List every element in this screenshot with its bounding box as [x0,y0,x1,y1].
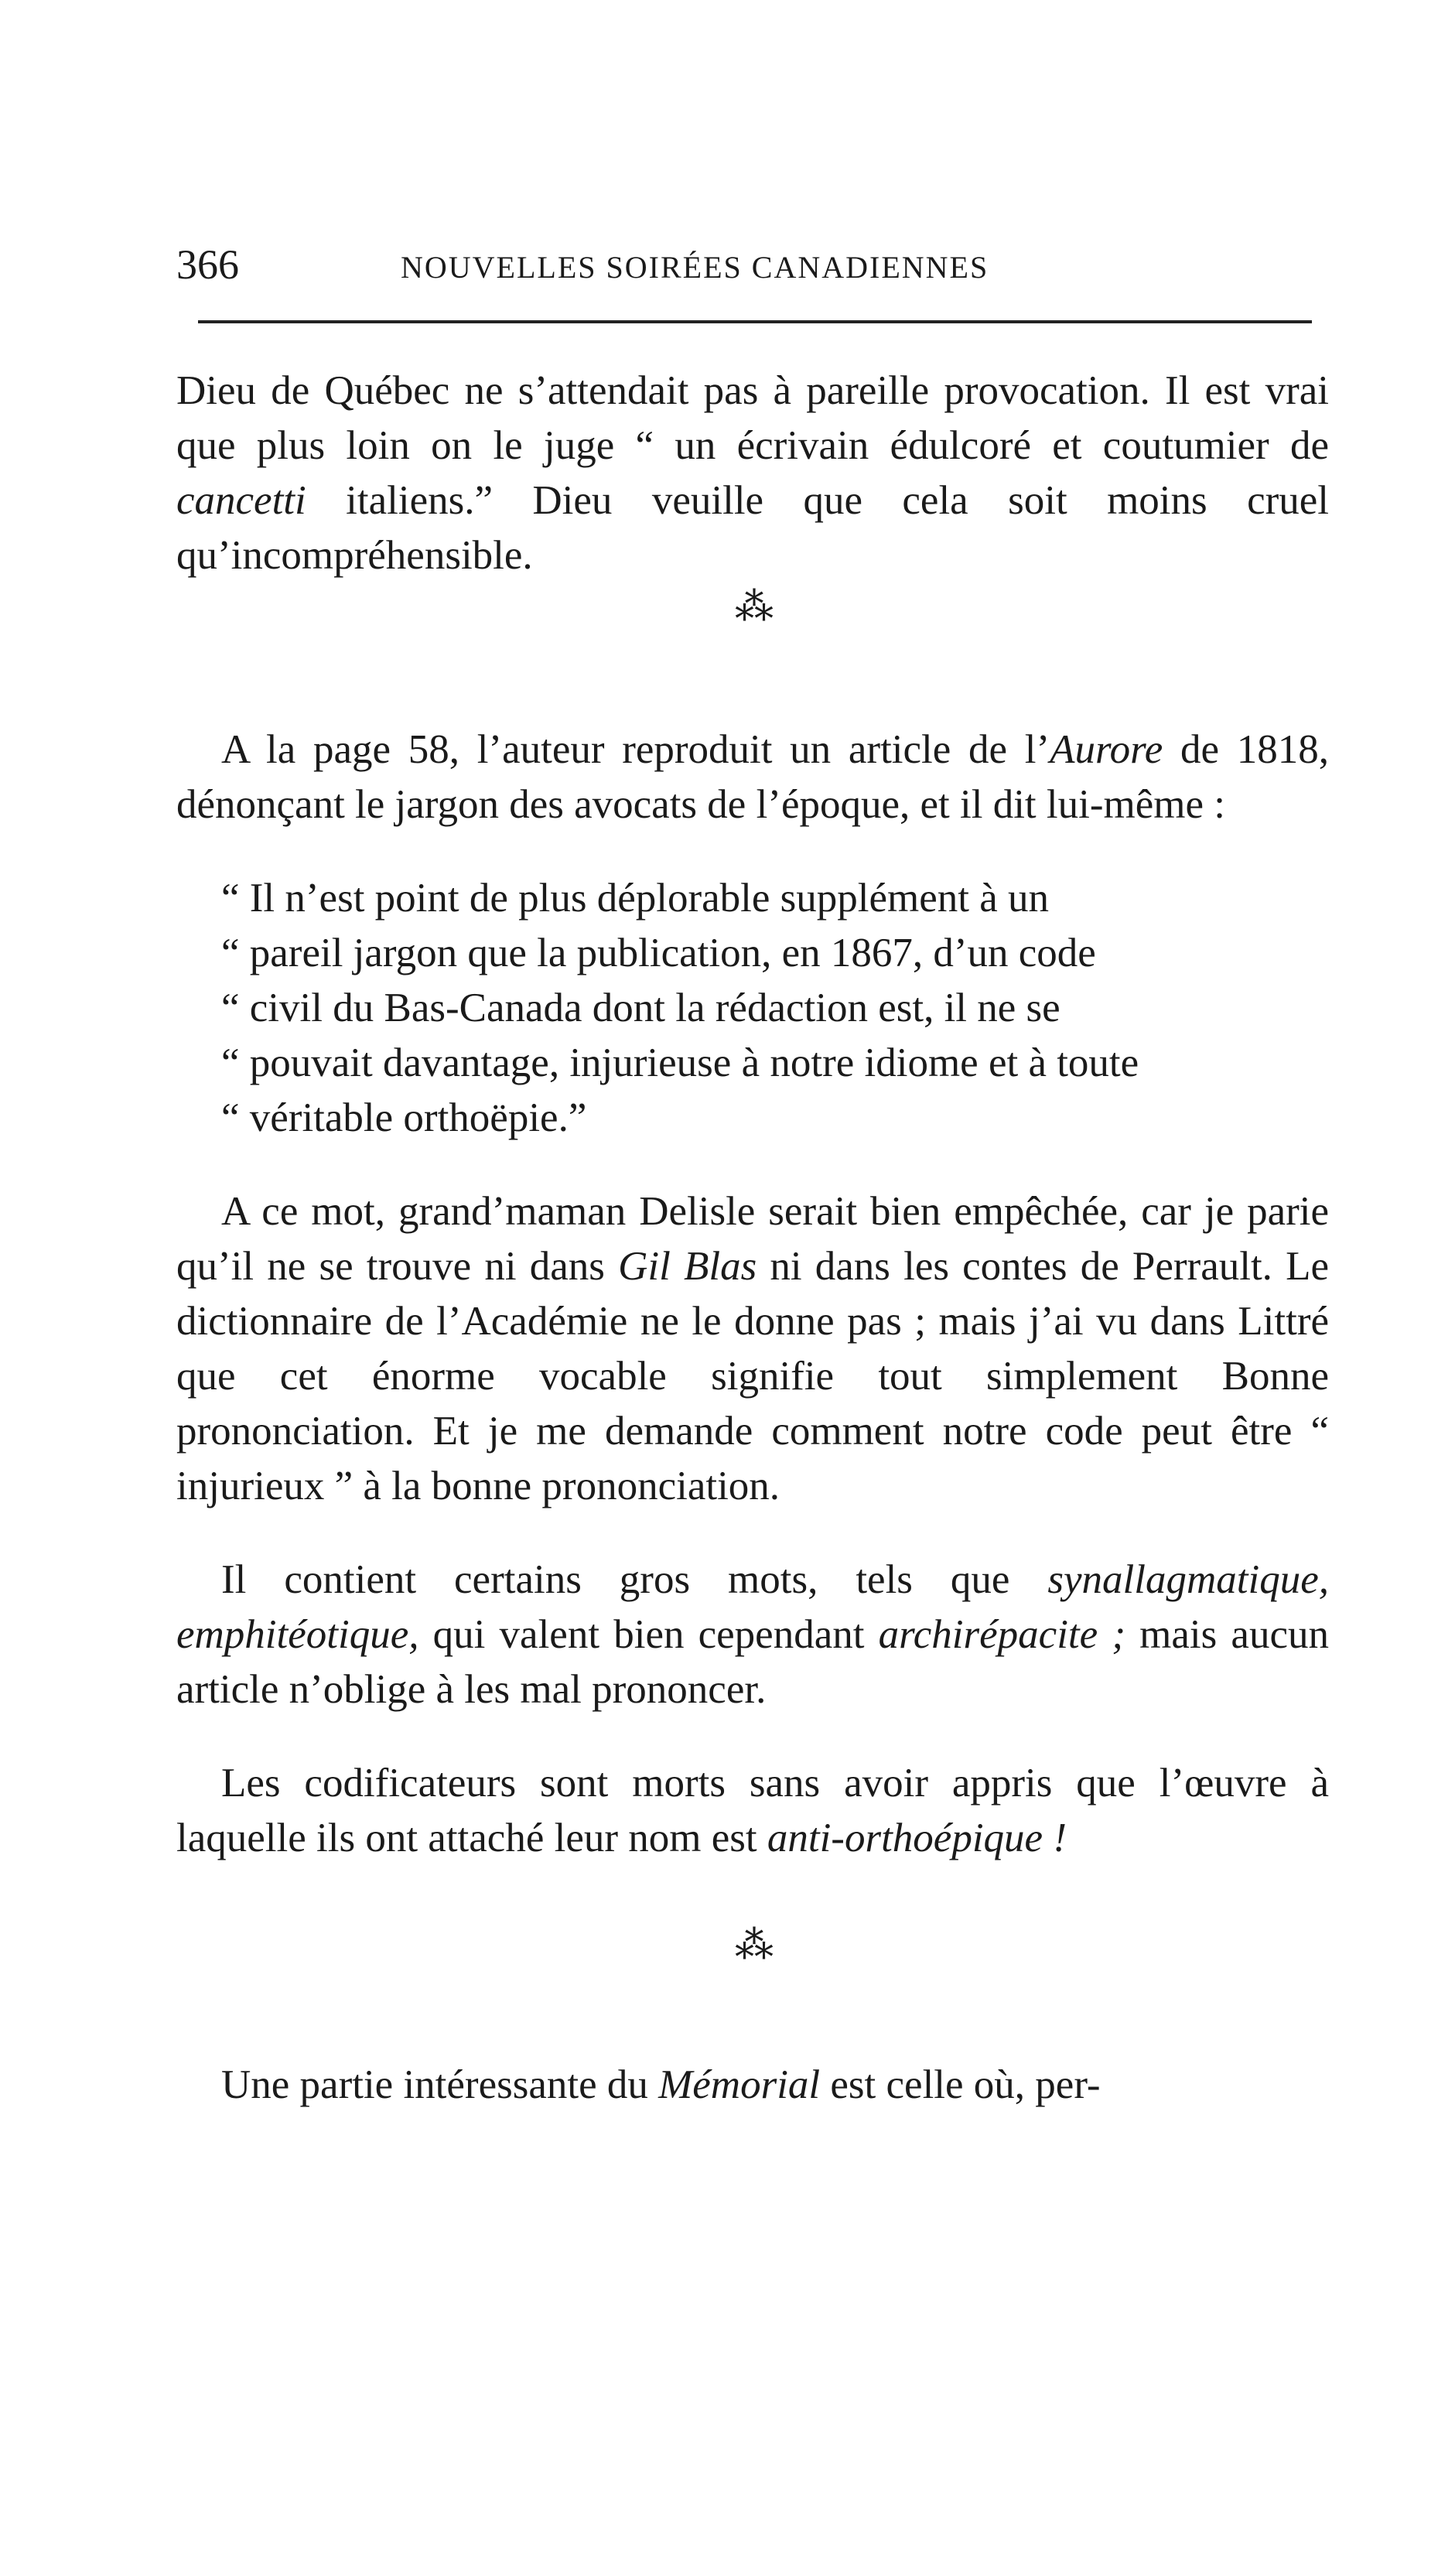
paragraph-6-italic-a: Mémorial [658,2062,821,2107]
body-text [176,364,1329,2113]
paragraph-6-text-a: Une partie intéressante du [221,2062,659,2107]
paragraph-3-text-a: A ce mot, grand’maman Delisle serait bien empêchée, car je parie qu’il ne se trouve ni dans [176,1189,1329,1289]
asterism-2: ⁂ [735,1923,770,1966]
header-rule [198,320,1312,323]
paragraph-4-text-c: mais aucun article n’oblige à les mal prononcer. [176,1612,1329,1712]
quote-line-4: “ pouvait davantage, injurieuse à notre idiome et à toute [221,1040,1139,1085]
running-title: NOUVELLES SOIRÉES CANADIENNES [401,250,989,285]
quote-line-5: “ véritable orthoëpie.” [221,1095,587,1140]
paragraph-2 [176,723,1329,832]
paragraph-4-text-b: qui valent bien cependant [418,1612,879,1657]
paragraph-4-text-a: Il contient certains gros mots, tels que [221,1557,1048,1602]
paragraph-4 [176,1553,1329,1717]
paragraph-6 [176,2058,1329,2113]
book-page [176,0,1329,2576]
paragraph-1-text-b: italiens.” Dieu veuille que cela soit moins cruel qu’incompréhensible. [176,478,1329,578]
asterism-1: ⁂ [735,585,770,628]
paragraph-2-italic-a: Aurore [1050,727,1163,772]
paragraph-6-text-b: est celle où, per- [820,2062,1101,2107]
quote-line-2: “ pareil jargon que la publication, en 1867, d’un code [221,931,1096,975]
paragraph-4-italic-b: archirépacite ; [878,1612,1125,1657]
paragraph-3 [176,1184,1329,1514]
paragraph-2-text-a: A la page 58, l’auteur reproduit un article de l’ [221,727,1050,772]
paragraph-1-italic-a: cancetti [176,478,306,523]
page-header [176,234,1329,296]
quote-line-3: “ civil du Bas-Canada dont la rédaction est, il ne se [221,986,1061,1030]
page-number: 366 [176,241,239,288]
block-quote [176,871,1329,1146]
paragraph-4-italic-a: synallagmatique, emphitéotique, [176,1557,1329,1657]
paragraph-3-italic-a: Gil Blas [618,1244,757,1289]
paragraph-5 [176,1756,1329,1866]
paragraph-5-text-a: Les codificateurs sont morts sans avoir appris que l’œuvre à laquelle ils ont attaché leur nom est [176,1761,1329,1860]
quote-line-1: “ Il n’est point de plus déplorable supplément à un [221,876,1050,921]
paragraph-5-italic-a: anti-orthoépique ! [767,1816,1067,1860]
paragraph-3-text-b: ni dans les contes de Perrault. Le dictionnaire de l’Académie ne le donne pas ; mais j’ai vu dans Littré que cet énorme vocable signifie tout simplement Bonne prononciation. Et je me demande comment notre code peut être “ injurieux ” à la bonne prononciation. [176,1244,1329,1508]
paragraph-1-text-a: Dieu de Québec ne s’attendait pas à pareille provocation. Il est vrai que plus loin on le juge “ un écrivain édulcoré et coutumier de [176,368,1329,468]
paragraph-1 [176,364,1329,583]
paragraph-2-text-b: de 1818, dénonçant le jargon des avocats de l’époque, et il dit lui-même : [176,727,1329,827]
